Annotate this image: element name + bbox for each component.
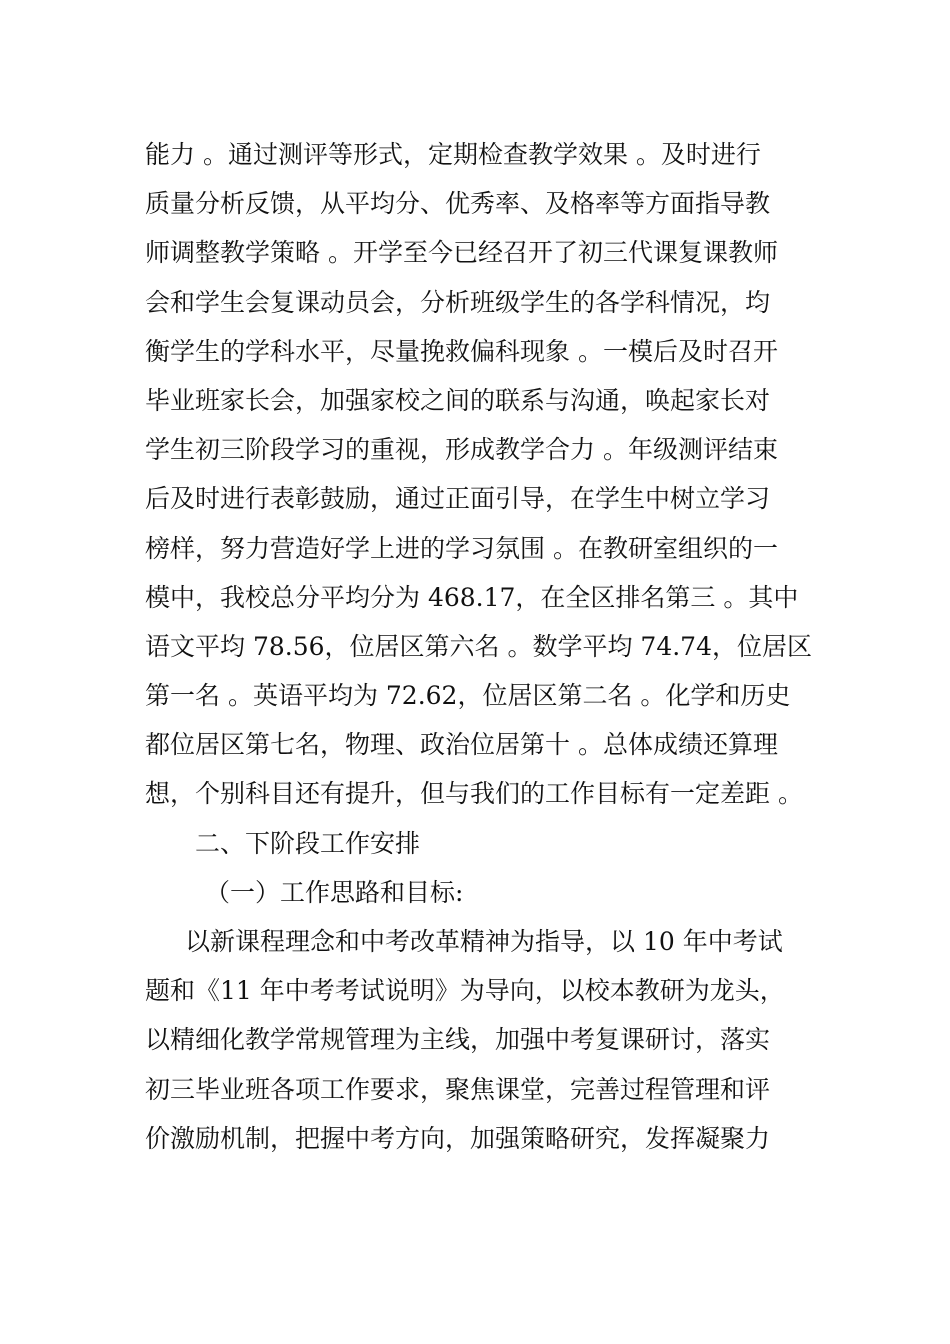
text-line: 都位居区第七名，物理、政治位居第十 。总体成绩还算理 <box>145 730 778 760</box>
document-body <box>145 130 825 1163</box>
text-line: 衡学生的学科水平，尽量挽救偏科现象 。一模后及时召开 <box>145 336 778 366</box>
text-line: 语文平均 78.56，位居区第六名 。数学平均 74.74，位居区 <box>145 631 812 661</box>
section-heading: 二、下阶段工作安排 <box>195 828 421 858</box>
text-line: 能力 。通过测评等形式，定期检查教学效果 。及时进行 <box>145 140 761 169</box>
text-line: 榜样，努力营造好学上进的学习氛围 。在教研室组织的一 <box>145 533 778 563</box>
text-line: 初三毕业班各项工作要求，聚焦课堂，完善过程管理和评 <box>145 1074 771 1104</box>
text-line: 题和《11 年中考考试说明》为导向，以校本教研为龙头， <box>145 976 785 1006</box>
text-line: 学生初三阶段学习的重视，形成教学合力 。年级测评结束 <box>145 435 778 465</box>
text-line: 后及时进行表彰鼓励，通过正面引导，在学生中树立学习 <box>145 484 771 514</box>
text-line: 质量分析反馈，从平均分、优秀率、及格率等方面指导教 <box>145 189 771 219</box>
subsection-heading: （一）工作思路和目标: <box>205 877 464 907</box>
text-line: 以新课程理念和中考改革精神为指导，以 10 年中考试 <box>185 927 783 956</box>
text-line: 第一名 。英语平均为 72.62，位居区第二名 。化学和历史 <box>145 681 791 711</box>
text-line: 以精细化教学常规管理为主线，加强中考复课研讨，落实 <box>145 1025 771 1055</box>
text-line: 模中，我校总分平均分为 468.17，在全区排名第三 。其中 <box>145 582 799 612</box>
text-line: 想，个别科目还有提升，但与我们的工作目标有一定差距 。 <box>145 779 803 809</box>
text-line: 师调整教学策略 。开学至今已经召开了初三代课复课教师 <box>145 238 778 268</box>
text-line: 毕业班家长会，加强家校之间的联系与沟通，唤起家长对 <box>145 385 771 415</box>
text-line: 价激励机制，把握中考方向，加强策略研究，发挥凝聚力 <box>145 1123 771 1153</box>
text-line: 会和学生会复课动员会，分析班级学生的各学科情况，均 <box>145 287 771 317</box>
